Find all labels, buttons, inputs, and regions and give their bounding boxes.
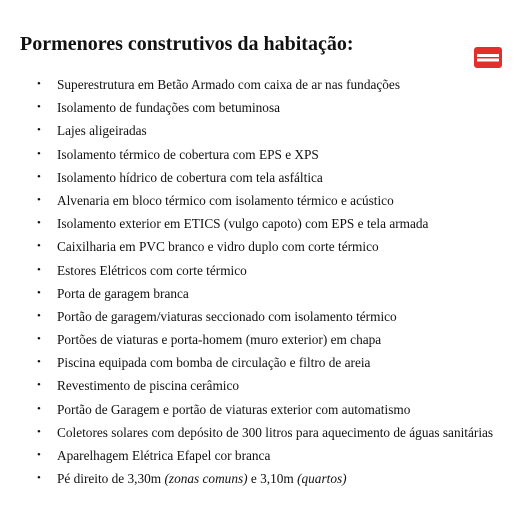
bullet-icon: •	[37, 333, 41, 346]
list-item-text: Portão de Garagem e portão de viaturas exterior com automatismo	[57, 401, 411, 417]
bullet-icon: •	[37, 217, 41, 230]
bullet-icon: •	[37, 124, 41, 137]
list-item-text: Alvenaria em bloco térmico com isolamento térmico e acústico	[57, 192, 394, 208]
bullet-icon: •	[37, 402, 41, 415]
list-item-text: Coletores solares com depósito de 300 litros para aquecimento de águas sanitárias	[57, 424, 494, 440]
common-areas-note: (zonas comuns)	[164, 471, 248, 487]
bullet-icon: •	[37, 356, 41, 369]
page-title: Pormenores construtivos da habitação:	[20, 33, 354, 55]
bullet-icon: •	[37, 425, 41, 438]
list-item-text: Revestimento de piscina cerâmico	[57, 378, 240, 394]
bullet-icon: •	[37, 286, 41, 299]
list-item-text: Lajes aligeiradas	[57, 123, 147, 139]
list-item-text: Piscina equipada com bomba de circulação e filtro de areia	[57, 355, 371, 371]
bullet-icon: •	[37, 263, 41, 276]
list-item-text: Portão de garagem/viaturas seccionado com isolamento térmico	[57, 308, 397, 324]
bullet-icon: •	[37, 240, 41, 253]
list-item-text: Isolamento de fundações com betuminosa	[57, 100, 281, 116]
bullet-icon: •	[37, 379, 41, 392]
bullet-icon: •	[37, 449, 41, 461]
list-item-text: Aparelhagem Elétrica Efapel cor branca	[57, 448, 271, 463]
list-item-text: Porta de garagem branca	[57, 285, 189, 301]
bullet-icon: •	[37, 309, 41, 322]
ceiling-height-text-mid: e 3,10m	[247, 471, 298, 487]
bullet-icon: •	[37, 101, 41, 114]
bedrooms-note: (quartos)	[297, 471, 347, 487]
brand-logo-icon	[474, 47, 502, 68]
list-item-text: Estores Elétricos com corte térmico	[57, 262, 247, 278]
bullet-icon: •	[37, 78, 41, 90]
list-item-text: Caixilharia em PVC branco e vidro duplo com corte térmico	[57, 239, 379, 255]
list-item-text	[57, 467, 347, 490]
list-item-text: Isolamento exterior em ETICS (vulgo capoto) com EPS e tela armada	[57, 216, 429, 232]
ceiling-height-text: Pé direito de 3,30m	[57, 471, 165, 487]
bullet-icon: •	[37, 147, 41, 160]
list-item-text: Portões de viaturas e porta-homem (muro exterior) em chapa	[57, 332, 382, 348]
list-item-text: Isolamento térmico de cobertura com EPS e XPS	[57, 146, 319, 162]
bullet-icon: •	[37, 472, 41, 485]
list-item-text: Isolamento hídrico de cobertura com tela asfáltica	[57, 169, 323, 185]
list-item-text: Superestrutura em Betão Armado com caixa de ar nas fundações	[57, 77, 401, 92]
bullet-icon: •	[37, 193, 41, 206]
bullet-icon: •	[37, 170, 41, 183]
